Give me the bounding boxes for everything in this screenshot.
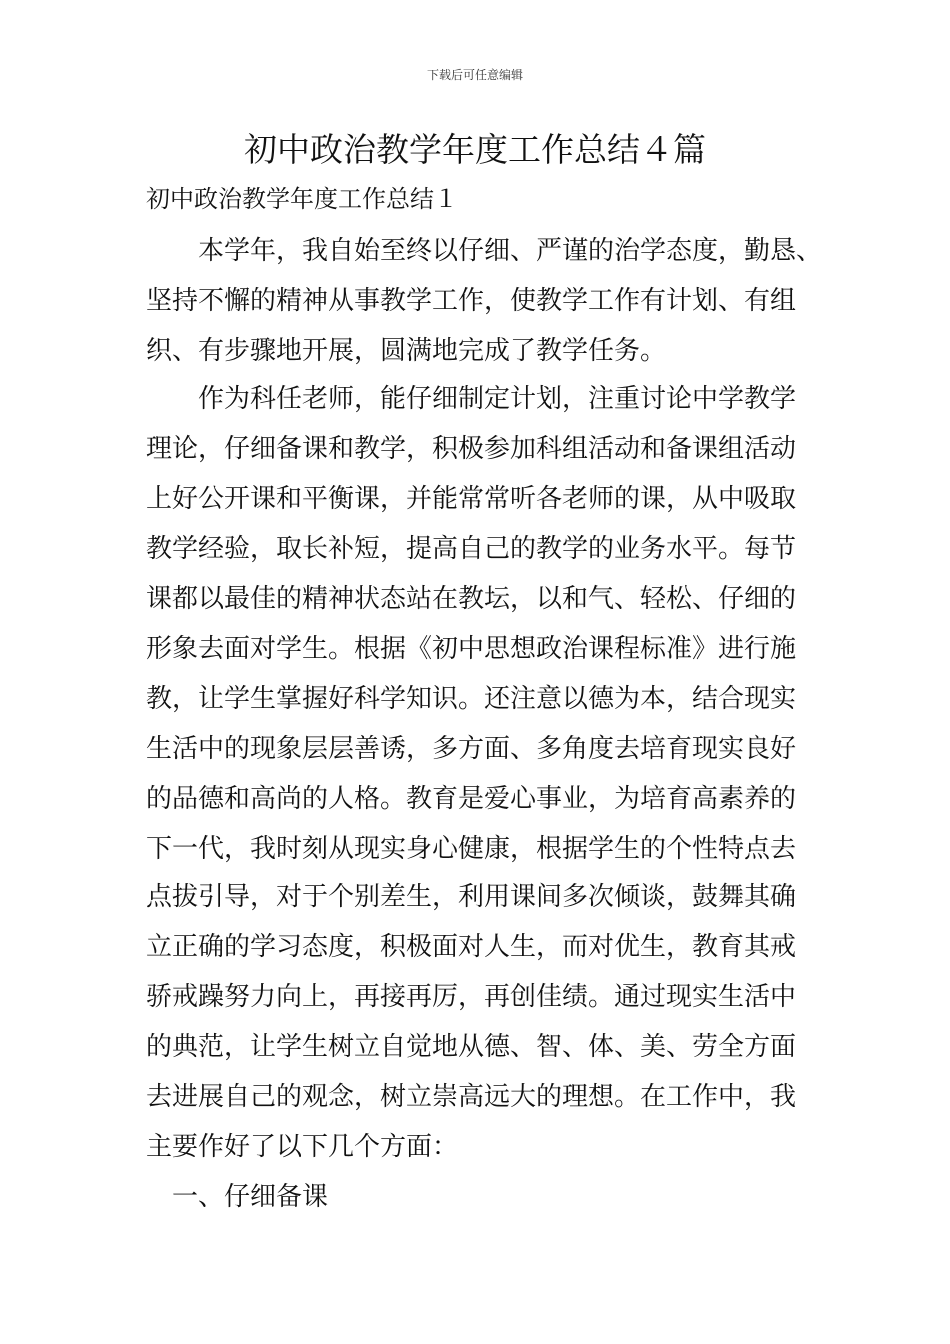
- paragraph-2-line: 主要作好了以下几个方面：: [146, 1132, 459, 1162]
- paragraph-2-line: 上好公开课和平衡课，并能常常听各老师的课，从中吸取: [146, 484, 797, 514]
- paragraph-2-line: 下一代，我时刻从现实身心健康，根据学生的个性特点去: [146, 834, 797, 864]
- paragraph-1-line: 本学年，我自始至终以仔细、严谨的治学态度，勤恳、: [146, 236, 823, 266]
- paragraph-1-line: 坚持不懈的精神从事教学工作，使教学工作有计划、有组: [146, 286, 797, 316]
- paragraph-2-line: 理论，仔细备课和教学，积极参加科组活动和备课组活动: [146, 434, 797, 464]
- paragraph-2-line: 立正确的学习态度，积极面对人生，而对优生，教育其戒: [146, 932, 797, 962]
- paragraph-2-line: 教学经验，取长补短，提高自己的教学的业务水平。每节: [146, 534, 797, 564]
- paragraph-2-line: 教，让学生掌握好科学知识。还注意以德为本，结合现实: [146, 684, 797, 714]
- subheading-prepare-lessons: 一、仔细备课: [146, 1182, 329, 1212]
- paragraph-2-line: 的品德和高尚的人格。教育是爱心事业，为培育高素养的: [146, 784, 797, 814]
- header-note: 下载后可任意编辑: [426, 68, 523, 82]
- paragraph-1-line: 织、有步骤地开展，圆满地完成了教学任务。: [146, 336, 667, 366]
- document-title: 初中政治教学年度工作总结４篇: [244, 130, 706, 169]
- paragraph-2-line: 骄戒躁努力向上，再接再厉，再创佳绩。通过现实生活中: [146, 982, 797, 1012]
- paragraph-2-line: 生活中的现象层层善诱，多方面、多角度去培育现实良好: [146, 734, 797, 764]
- paragraph-2-line: 课都以最佳的精神状态站在教坛，以和气、轻松、仔细的: [146, 584, 797, 614]
- paragraph-2-line: 作为科任老师，能仔细制定计划，注重讨论中学教学: [146, 384, 797, 414]
- paragraph-2-line: 点拔引导，对于个别差生，利用课间多次倾谈，鼓舞其确: [146, 882, 797, 912]
- paragraph-2-line: 形象去面对学生。根据《初中思想政治课程标准》进行施: [146, 634, 797, 664]
- paragraph-2-line: 的典范，让学生树立自觉地从德、智、体、美、劳全方面: [146, 1032, 797, 1062]
- section-heading: 初中政治教学年度工作总结１: [146, 185, 458, 213]
- paragraph-2-line: 去进展自己的观念，树立崇高远大的理想。在工作中，我: [146, 1082, 797, 1112]
